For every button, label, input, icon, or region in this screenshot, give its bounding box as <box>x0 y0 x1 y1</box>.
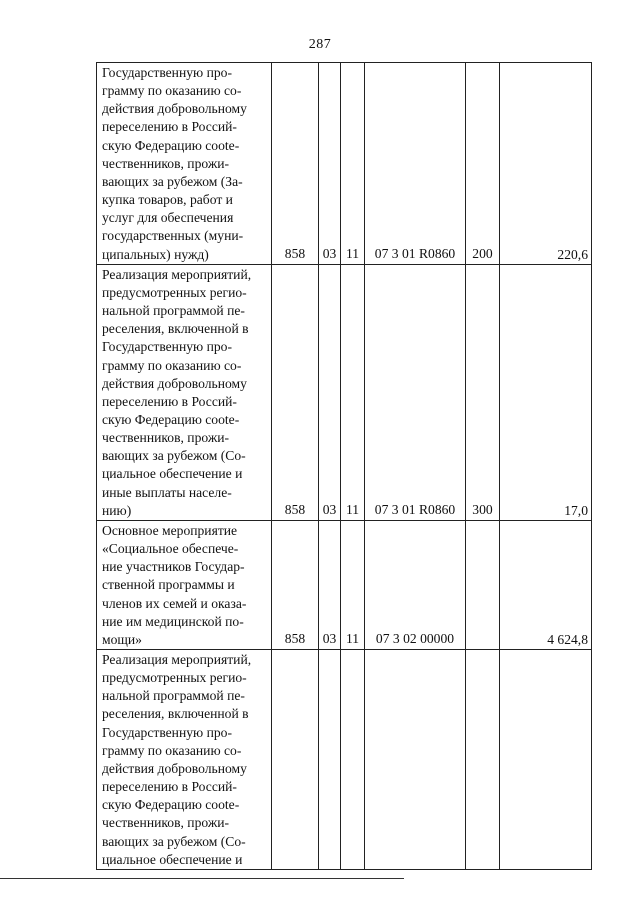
expense-type-code: 200 <box>466 63 500 265</box>
amount-cell: 4 624,8 <box>500 520 592 649</box>
expense-type-code: 300 <box>466 264 500 520</box>
ministry-code: 858 <box>272 63 319 265</box>
section-code: 03 <box>319 264 341 520</box>
ministry-code: 858 <box>272 520 319 649</box>
amount-cell <box>500 650 592 870</box>
target-article-code: 07 3 01 R0860 <box>365 264 466 520</box>
section-code: 03 <box>319 520 341 649</box>
row-description: Реализация мероприятий, предусмотренных регио- нальной программой пе- реселения, включенной в Государственную про- грамму по оказанию со- действия добровольному переселению в Россий- скую Федерацию соote- чественников, прожи- вающих за рубежом (Со- циальное обеспечение и <box>97 650 272 870</box>
target-article-code: 07 3 02 00000 <box>365 520 466 649</box>
table-row <box>97 650 592 870</box>
target-article-code <box>365 650 466 870</box>
expense-type-code <box>466 520 500 649</box>
subsection-code: 11 <box>341 264 365 520</box>
table-row <box>97 520 592 649</box>
footnote-separator-line <box>0 878 404 879</box>
table-row <box>97 63 592 265</box>
ministry-code <box>272 650 319 870</box>
row-description: Основное мероприятие «Социальное обеспече- ние участников Государ- ственной программы и членов их семей и оказа- ние им медицинской по- мощи» <box>97 520 272 649</box>
expense-type-code <box>466 650 500 870</box>
subsection-code: 11 <box>341 63 365 265</box>
section-code: 03 <box>319 63 341 265</box>
amount-cell: 17,0 <box>500 264 592 520</box>
page-number: 287 <box>308 37 332 52</box>
budget-table <box>96 62 592 870</box>
table-row <box>97 264 592 520</box>
section-code <box>319 650 341 870</box>
subsection-code <box>341 650 365 870</box>
ministry-code: 858 <box>272 264 319 520</box>
row-description: Реализация мероприятий, предусмотренных регио- нальной программой пе- реселения, включенной в Государственную про- грамму по оказанию со- действия добровольному переселению в Россий- скую Федерацию соote- чественников, прожи- вающих за рубежом (Со- циальное обеспечение и иные выплаты населе- нию) <box>97 264 272 520</box>
amount-cell: 220,6 <box>500 63 592 265</box>
subsection-code: 11 <box>341 520 365 649</box>
target-article-code: 07 3 01 R0860 <box>365 63 466 265</box>
row-description: Государственную про- грамму по оказанию со- действия добровольному переселению в Россий- скую Федерацию соote- чественников, прожи- вающих за рубежом (За- купка товаров, работ и услуг для обеспечения государственных (муни- ципальных) нужд) <box>97 63 272 265</box>
